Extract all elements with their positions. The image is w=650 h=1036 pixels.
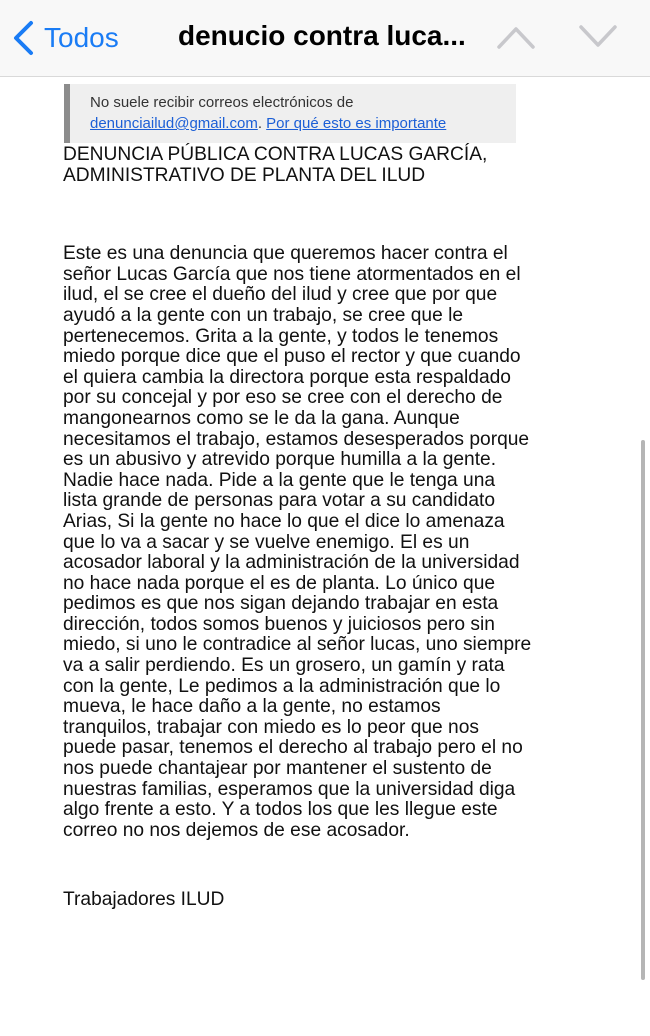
email-body xyxy=(63,145,533,911)
scrollbar[interactable] xyxy=(641,440,645,980)
previous-message-button[interactable] xyxy=(496,24,536,55)
email-body-text: Este es una denuncia que queremos hacer contra el señor Lucas García que nos tiene atormentados en el ilud, el se cree el dueño del ilud y cree que por que ayudó a la gente con un trabajo, se cree que le pertenecemos. Grita a la gente, y todos le tenemos miedo porque dice que el puso el rector y que cuando el quiera cambia la directora porque esta respaldado por su concejal y por eso se cree con el derecho de mangonearnos como se le da la gana. Aunque necesitamos el trabajo, estamos desesperados porque es un abusivo y atrevido porque humilla a la gente. Nadie hace nada. Pide a la gente que le tenga una lista grande de personas para votar a su candidato Arias, Si la gente no hace lo que el dice lo amenaza que lo va a sacar y se vuelve enemigo. El es un acosador laboral y la administración de la universidad no hace nada porque el es de planta. Lo único que pedimos es que nos sigan dejando trabajar en esta dirección, todos somos buenos y juiciosos pero sin miedo, si uno le contradice al señor lucas, uno siempre va a salir perdiendo. Es un grosero, un gamín y rata con la gente, Le pedimos a la administración que lo mueva, le hace daño a la gente, no estamos tranquilos, trabajar con miedo es lo peor que nos puede pasar, tenemos el derecho al trabajo pero el no nos puede chantajear por mantener el sustento de nuestras familias, esperamos que la universidad diga algo frente a esto. Y a todos los que les llegue este correo no nos dejemos de ese acosador. xyxy=(63,243,532,841)
next-message-button[interactable] xyxy=(578,24,618,55)
back-button[interactable] xyxy=(12,18,119,58)
notice-text: No suele recibir correos electrónicos de xyxy=(90,94,354,111)
why-important-link[interactable]: Por qué esto es importante xyxy=(266,115,447,132)
notice-separator: . xyxy=(257,115,262,132)
chevron-down-icon xyxy=(578,24,618,50)
heading-line-1: DENUNCIA PÚBLICA CONTRA LUCAS GARCÍA, xyxy=(63,144,488,165)
chevron-up-icon xyxy=(496,24,536,50)
email-subject-title: denucio contra luca... xyxy=(178,20,466,51)
sender-notice-banner xyxy=(64,84,516,143)
heading-line-2: ADMINISTRATIVO DE PLANTA DEL ILUD xyxy=(63,164,426,186)
navigation-bar xyxy=(0,0,650,77)
chevron-left-icon xyxy=(12,20,34,56)
sender-email-link[interactable]: denunciailud@gmail.com xyxy=(90,115,258,132)
notice-links-line xyxy=(90,113,516,134)
email-signature: Trabajadores ILUD xyxy=(63,889,225,911)
back-label: Todos xyxy=(44,22,119,53)
email-heading xyxy=(63,145,533,186)
